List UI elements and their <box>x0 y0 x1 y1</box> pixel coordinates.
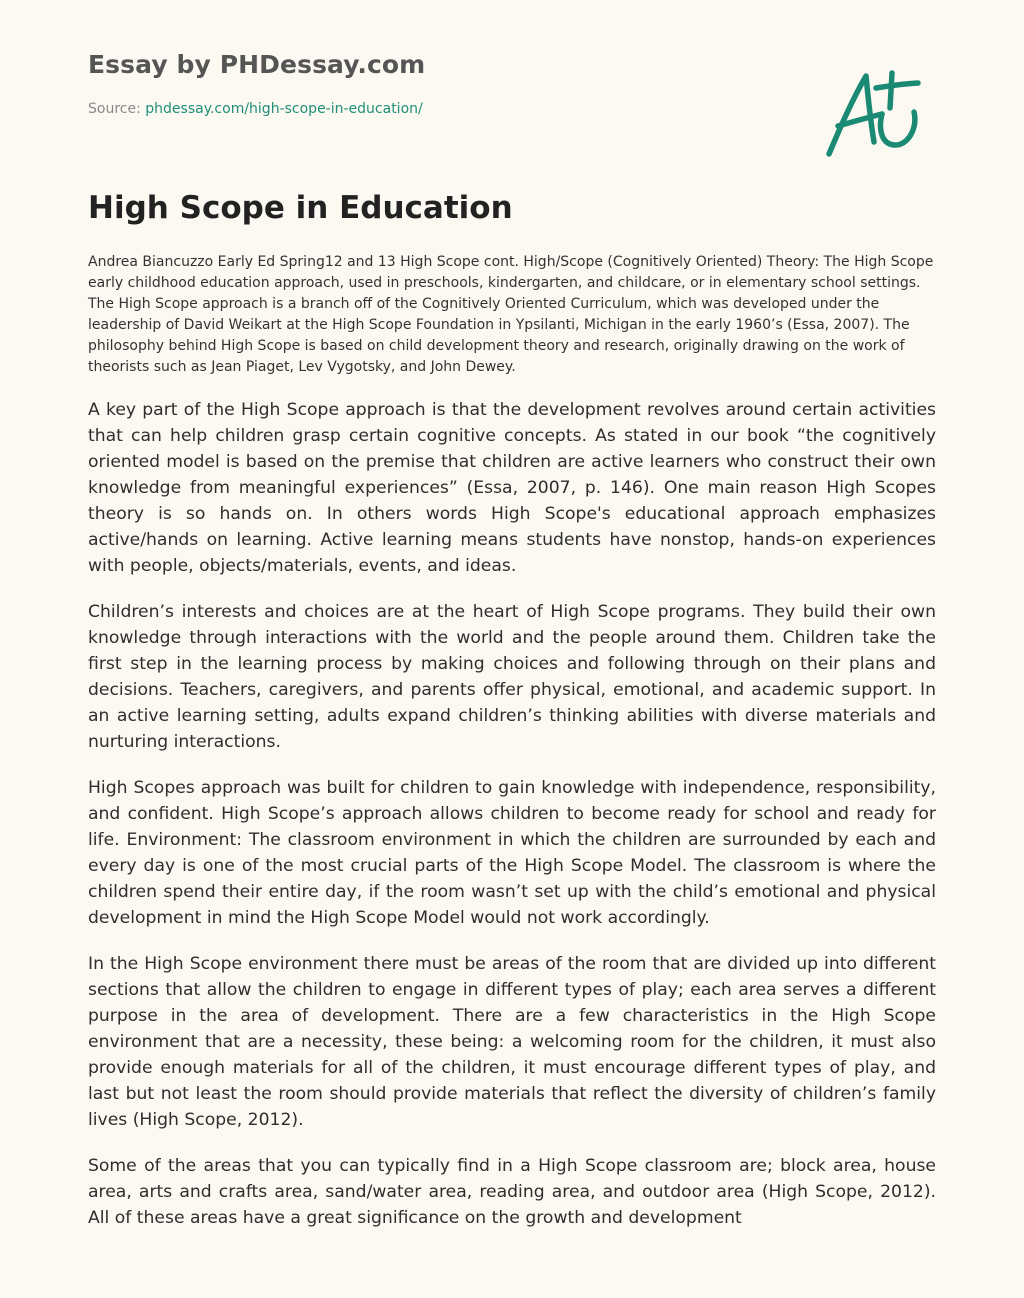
a-plus-logo-icon <box>822 66 928 162</box>
body-paragraph: In the High Scope environment there must be areas of the room that are divided up into different sections that allow the children to engage in different types of play; each area serves a different purpose in the area of development. There are a few characteristics in the High Scope environment that are a necessity, these being: a welcoming room for the children, it must also provide enough materials for all of the children, it must encourage different types of play, and last but not least the room should provide materials that reflect the diversity of children’s family lives (High Scope, 2012). <box>88 954 936 1130</box>
body-paragraph: A key part of the High Scope approach is that the development revolves around certain activities that can help children grasp certain cognitive concepts. As stated in our book “the cognitively oriented model is based on the premise that children are active learners who construct their own knowledge from meaningful experiences” (Essa, 2007, p. 146). One main reason High Scopes theory is so hands on. In others words High Scope's educational approach emphasizes active/hands on learning. Active learning means students have nonstop, hands-on experiences with people, objects/materials, events, and ideas. <box>88 400 936 576</box>
body-paragraph: Some of the areas that you can typically find in a High Scope classroom are; block area, house area, arts and crafts area, sand/water area, reading area, and outdoor area (High Scope, 2012). All of these areas have a great significance on the growth and development <box>88 1156 936 1228</box>
page-title: High Scope in Education <box>88 190 513 226</box>
body-paragraph: Children’s interests and choices are at the heart of High Scope programs. They build their own knowledge through interactions with the world and the people around them. Children take the first step in the learning process by making choices and following through on their plans and decisions. Teachers, caregivers, and parents offer physical, emotional, and academic support. In an active learning setting, adults expand children’s thinking abilities with diverse materials and nurturing interactions. <box>88 602 936 752</box>
source-line <box>88 101 423 117</box>
body-paragraph: High Scopes approach was built for children to gain knowledge with independence, responsibility, and confident. High Scope’s approach allows children to become ready for school and ready for life. Environment: The classroom environment in which the children are surrounded by each and every day is one of the most crucial parts of the High Scope Model. The classroom is where the children spend their entire day, if the room wasn’t set up with the child’s emotional and physical development in mind the High Scope Model would not work accordingly. <box>88 778 936 928</box>
site-brand: Essay by PHDessay.com <box>88 50 426 79</box>
source-label: Source: <box>88 101 146 117</box>
source-link[interactable]: phdessay.com/high-scope-in-education/ <box>145 101 423 117</box>
essay-body <box>88 397 936 1251</box>
intro-paragraph: Andrea Biancuzzo Early Ed Spring12 and 13 High Scope cont. High/Scope (Cognitively Oriented) Theory: The High Scope early childhood education approach, used in preschools, kindergarten, and childcare, or in elementary school settings. The High Scope approach is a branch off of the Cognitively Oriented Curriculum, which was developed under the leadership of David Weikart at the High Scope Foundation in Ypsilanti, Michigan in the early 1960’s (Essa, 2007). The philosophy behind High Scope is based on child development theory and research, originally drawing on the work of theorists such as Jean Piaget, Lev Vygotsky, and John Dewey. <box>88 254 934 375</box>
